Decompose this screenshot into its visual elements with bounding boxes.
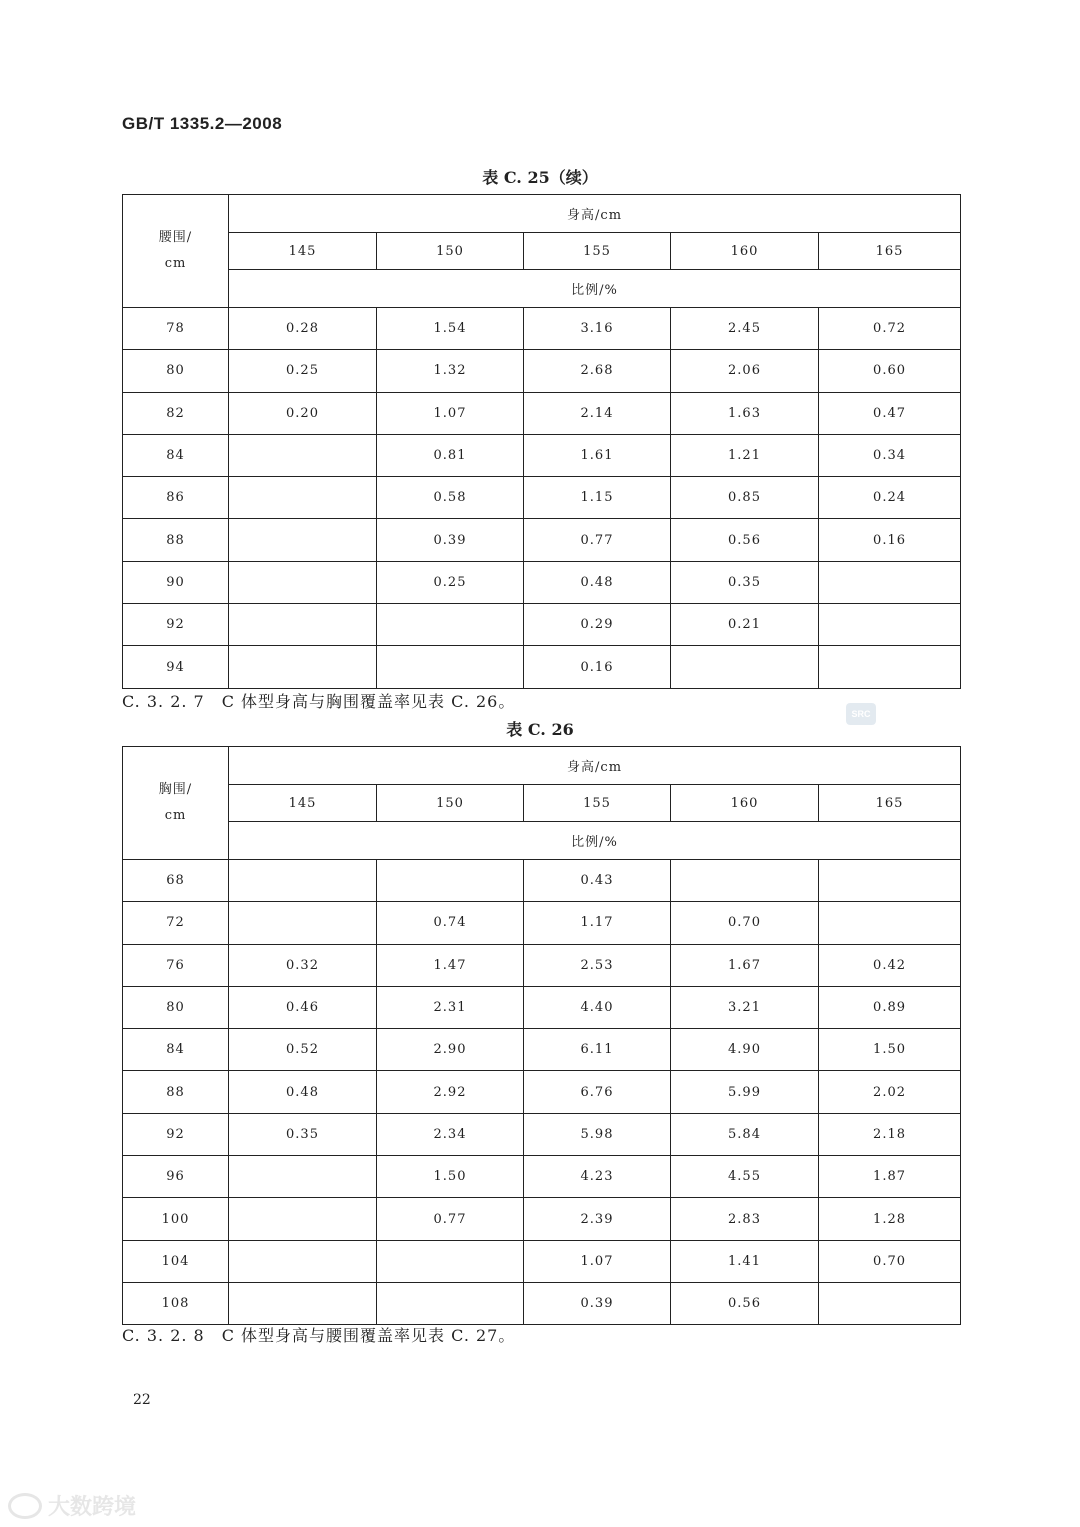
table-cell: 5.98	[524, 1113, 671, 1155]
table-cell: 0.77	[524, 519, 671, 561]
table-row	[123, 1113, 961, 1155]
table-cell: 6.11	[524, 1029, 671, 1071]
table-cell	[819, 604, 961, 646]
table-cell: 0.89	[819, 986, 961, 1028]
row-label: 108	[123, 1282, 229, 1324]
table-cell: 0.39	[377, 519, 524, 561]
table-cell: 0.60	[819, 350, 961, 392]
table-cell: 0.24	[819, 477, 961, 519]
table-cell: 0.46	[229, 986, 377, 1028]
table-cell: 2.92	[377, 1071, 524, 1113]
row-label: 96	[123, 1156, 229, 1198]
table-cell: 2.68	[524, 350, 671, 392]
table-cell: 1.50	[819, 1029, 961, 1071]
table-cell: 0.20	[229, 392, 377, 434]
row-label: 78	[123, 308, 229, 350]
table-cell	[229, 1198, 377, 1240]
table-cell: 0.81	[377, 434, 524, 476]
table-cell	[229, 902, 377, 944]
table-cell	[229, 1282, 377, 1324]
table-cell	[377, 604, 524, 646]
section-c328: C. 3. 2. 8 C 体型身高与腰围覆盖率见表 C. 27。	[122, 1326, 516, 1345]
column-header-row	[123, 233, 961, 270]
table-cell: 0.77	[377, 1198, 524, 1240]
table-cell	[229, 519, 377, 561]
table-cell: 0.52	[229, 1029, 377, 1071]
table-cell: 1.63	[671, 392, 819, 434]
table-cell: 4.23	[524, 1156, 671, 1198]
table-cell	[671, 860, 819, 902]
table-cell: 2.45	[671, 308, 819, 350]
table-cell: 0.28	[229, 308, 377, 350]
table-cell	[819, 860, 961, 902]
column-header: 145	[229, 233, 377, 270]
table-cell: 0.70	[671, 902, 819, 944]
table-cell: 1.32	[377, 350, 524, 392]
watermark-logo-icon	[8, 1493, 42, 1519]
table-cell: 1.07	[524, 1240, 671, 1282]
row-label: 84	[123, 1029, 229, 1071]
table-row	[123, 1282, 961, 1324]
table-cell: 0.25	[377, 561, 524, 603]
table-cell: 1.54	[377, 308, 524, 350]
row-label: 80	[123, 986, 229, 1028]
table-row	[123, 1198, 961, 1240]
row-header-waist	[123, 195, 229, 308]
table-row	[123, 1156, 961, 1198]
table-cell	[229, 1240, 377, 1282]
table-cell	[819, 561, 961, 603]
table-cell: 1.67	[671, 944, 819, 986]
table-row	[123, 477, 961, 519]
table-cell: 0.56	[671, 1282, 819, 1324]
watermark-text: 大数跨境	[48, 1495, 137, 1520]
section-c327: C. 3. 2. 7 C 体型身高与胸围覆盖率见表 C. 26。	[122, 692, 516, 711]
table-cell: 0.16	[524, 646, 671, 688]
column-header: 160	[671, 233, 819, 270]
row-label: 90	[123, 561, 229, 603]
table-cell: 0.16	[819, 519, 961, 561]
table-c25	[122, 194, 961, 689]
table-row	[123, 944, 961, 986]
table-cell: 1.87	[819, 1156, 961, 1198]
table-cell: 2.90	[377, 1029, 524, 1071]
row-label: 100	[123, 1198, 229, 1240]
table-row	[123, 986, 961, 1028]
table-cell	[819, 902, 961, 944]
table-cell	[229, 646, 377, 688]
table-cell: 0.35	[229, 1113, 377, 1155]
table-cell: 1.15	[524, 477, 671, 519]
table-row	[123, 646, 961, 688]
table-cell: 1.61	[524, 434, 671, 476]
table-cell: 5.99	[671, 1071, 819, 1113]
table-cell	[819, 1282, 961, 1324]
table-cell	[377, 1240, 524, 1282]
column-header: 150	[377, 233, 524, 270]
row-label: 76	[123, 944, 229, 986]
table-cell: 4.90	[671, 1029, 819, 1071]
table-cell	[671, 646, 819, 688]
row-label: 92	[123, 604, 229, 646]
table-cell	[229, 860, 377, 902]
table-cell: 0.58	[377, 477, 524, 519]
table-c26	[122, 746, 961, 1325]
table-cell: 2.18	[819, 1113, 961, 1155]
table-cell: 0.72	[819, 308, 961, 350]
column-header: 155	[524, 233, 671, 270]
table-cell: 0.85	[671, 477, 819, 519]
group-header-height: 身高/cm	[229, 747, 961, 785]
table-cell	[229, 604, 377, 646]
column-header: 155	[524, 785, 671, 822]
table-cell: 4.40	[524, 986, 671, 1028]
row-header-line2: cm	[164, 808, 187, 823]
table-cell: 1.28	[819, 1198, 961, 1240]
table-row	[123, 519, 961, 561]
table-cell: 0.48	[524, 561, 671, 603]
row-header-chest	[123, 747, 229, 860]
row-label: 82	[123, 392, 229, 434]
table-cell: 6.76	[524, 1071, 671, 1113]
table-cell: 0.21	[671, 604, 819, 646]
row-header-line2: cm	[164, 256, 187, 271]
table-cell: 2.39	[524, 1198, 671, 1240]
column-header: 150	[377, 785, 524, 822]
column-header: 145	[229, 785, 377, 822]
row-label: 88	[123, 519, 229, 561]
table-cell: 0.74	[377, 902, 524, 944]
table-cell: 4.55	[671, 1156, 819, 1198]
unit-header: 比例/%	[229, 270, 961, 308]
table-cell	[229, 434, 377, 476]
table-cell: 3.16	[524, 308, 671, 350]
table-row	[123, 1071, 961, 1113]
table-cell: 0.29	[524, 604, 671, 646]
column-header: 165	[819, 785, 961, 822]
table-cell: 0.48	[229, 1071, 377, 1113]
table-cell: 3.21	[671, 986, 819, 1028]
table-cell: 2.02	[819, 1071, 961, 1113]
document-code: GB/T 1335.2—2008	[122, 114, 283, 133]
table-cell: 0.32	[229, 944, 377, 986]
column-header: 165	[819, 233, 961, 270]
row-header-line1: 胸围/	[158, 782, 193, 797]
table-cell	[377, 646, 524, 688]
table-cell: 0.43	[524, 860, 671, 902]
column-header-row	[123, 785, 961, 822]
table-cell: 1.50	[377, 1156, 524, 1198]
table-c26-title: 表 C. 26	[506, 720, 574, 739]
table-cell: 0.70	[819, 1240, 961, 1282]
table-row	[123, 860, 961, 902]
table-cell: 1.21	[671, 434, 819, 476]
table-cell	[819, 646, 961, 688]
table-cell: 0.56	[671, 519, 819, 561]
row-label: 92	[123, 1113, 229, 1155]
table-cell: 1.41	[671, 1240, 819, 1282]
row-label: 88	[123, 1071, 229, 1113]
row-label: 86	[123, 477, 229, 519]
table-row	[123, 434, 961, 476]
table-cell: 0.34	[819, 434, 961, 476]
unit-header: 比例/%	[229, 822, 961, 860]
group-header-height: 身高/cm	[229, 195, 961, 233]
row-label: 104	[123, 1240, 229, 1282]
table-cell	[229, 1156, 377, 1198]
page-number: 22	[133, 1392, 151, 1408]
table-cell: 0.25	[229, 350, 377, 392]
table-cell: 0.42	[819, 944, 961, 986]
table-cell: 1.47	[377, 944, 524, 986]
column-header: 160	[671, 785, 819, 822]
table-row	[123, 561, 961, 603]
table-cell: 2.53	[524, 944, 671, 986]
table-row	[123, 902, 961, 944]
table-cell: 5.84	[671, 1113, 819, 1155]
row-label: 94	[123, 646, 229, 688]
row-label: 80	[123, 350, 229, 392]
table-row	[123, 1240, 961, 1282]
table-row	[123, 604, 961, 646]
table-cell: 1.17	[524, 902, 671, 944]
table-cell: 2.31	[377, 986, 524, 1028]
table-cell	[229, 477, 377, 519]
table-row	[123, 350, 961, 392]
table-cell: 0.47	[819, 392, 961, 434]
table-cell: 2.34	[377, 1113, 524, 1155]
table-cell	[229, 561, 377, 603]
table-cell: 2.83	[671, 1198, 819, 1240]
table-cell: 1.07	[377, 392, 524, 434]
table-cell: 2.14	[524, 392, 671, 434]
table-cell	[377, 860, 524, 902]
row-header-line1: 腰围/	[158, 230, 193, 245]
row-label: 68	[123, 860, 229, 902]
table-cell: 2.06	[671, 350, 819, 392]
row-label: 72	[123, 902, 229, 944]
table-row	[123, 1029, 961, 1071]
table-cell: 0.39	[524, 1282, 671, 1324]
watermark	[8, 1490, 136, 1521]
table-cell	[377, 1282, 524, 1324]
row-label: 84	[123, 434, 229, 476]
src-stamp-logo: SRC	[846, 703, 876, 725]
table-row	[123, 392, 961, 434]
table-c25-title: 表 C. 25（续）	[482, 168, 598, 187]
table-row	[123, 308, 961, 350]
table-cell: 0.35	[671, 561, 819, 603]
